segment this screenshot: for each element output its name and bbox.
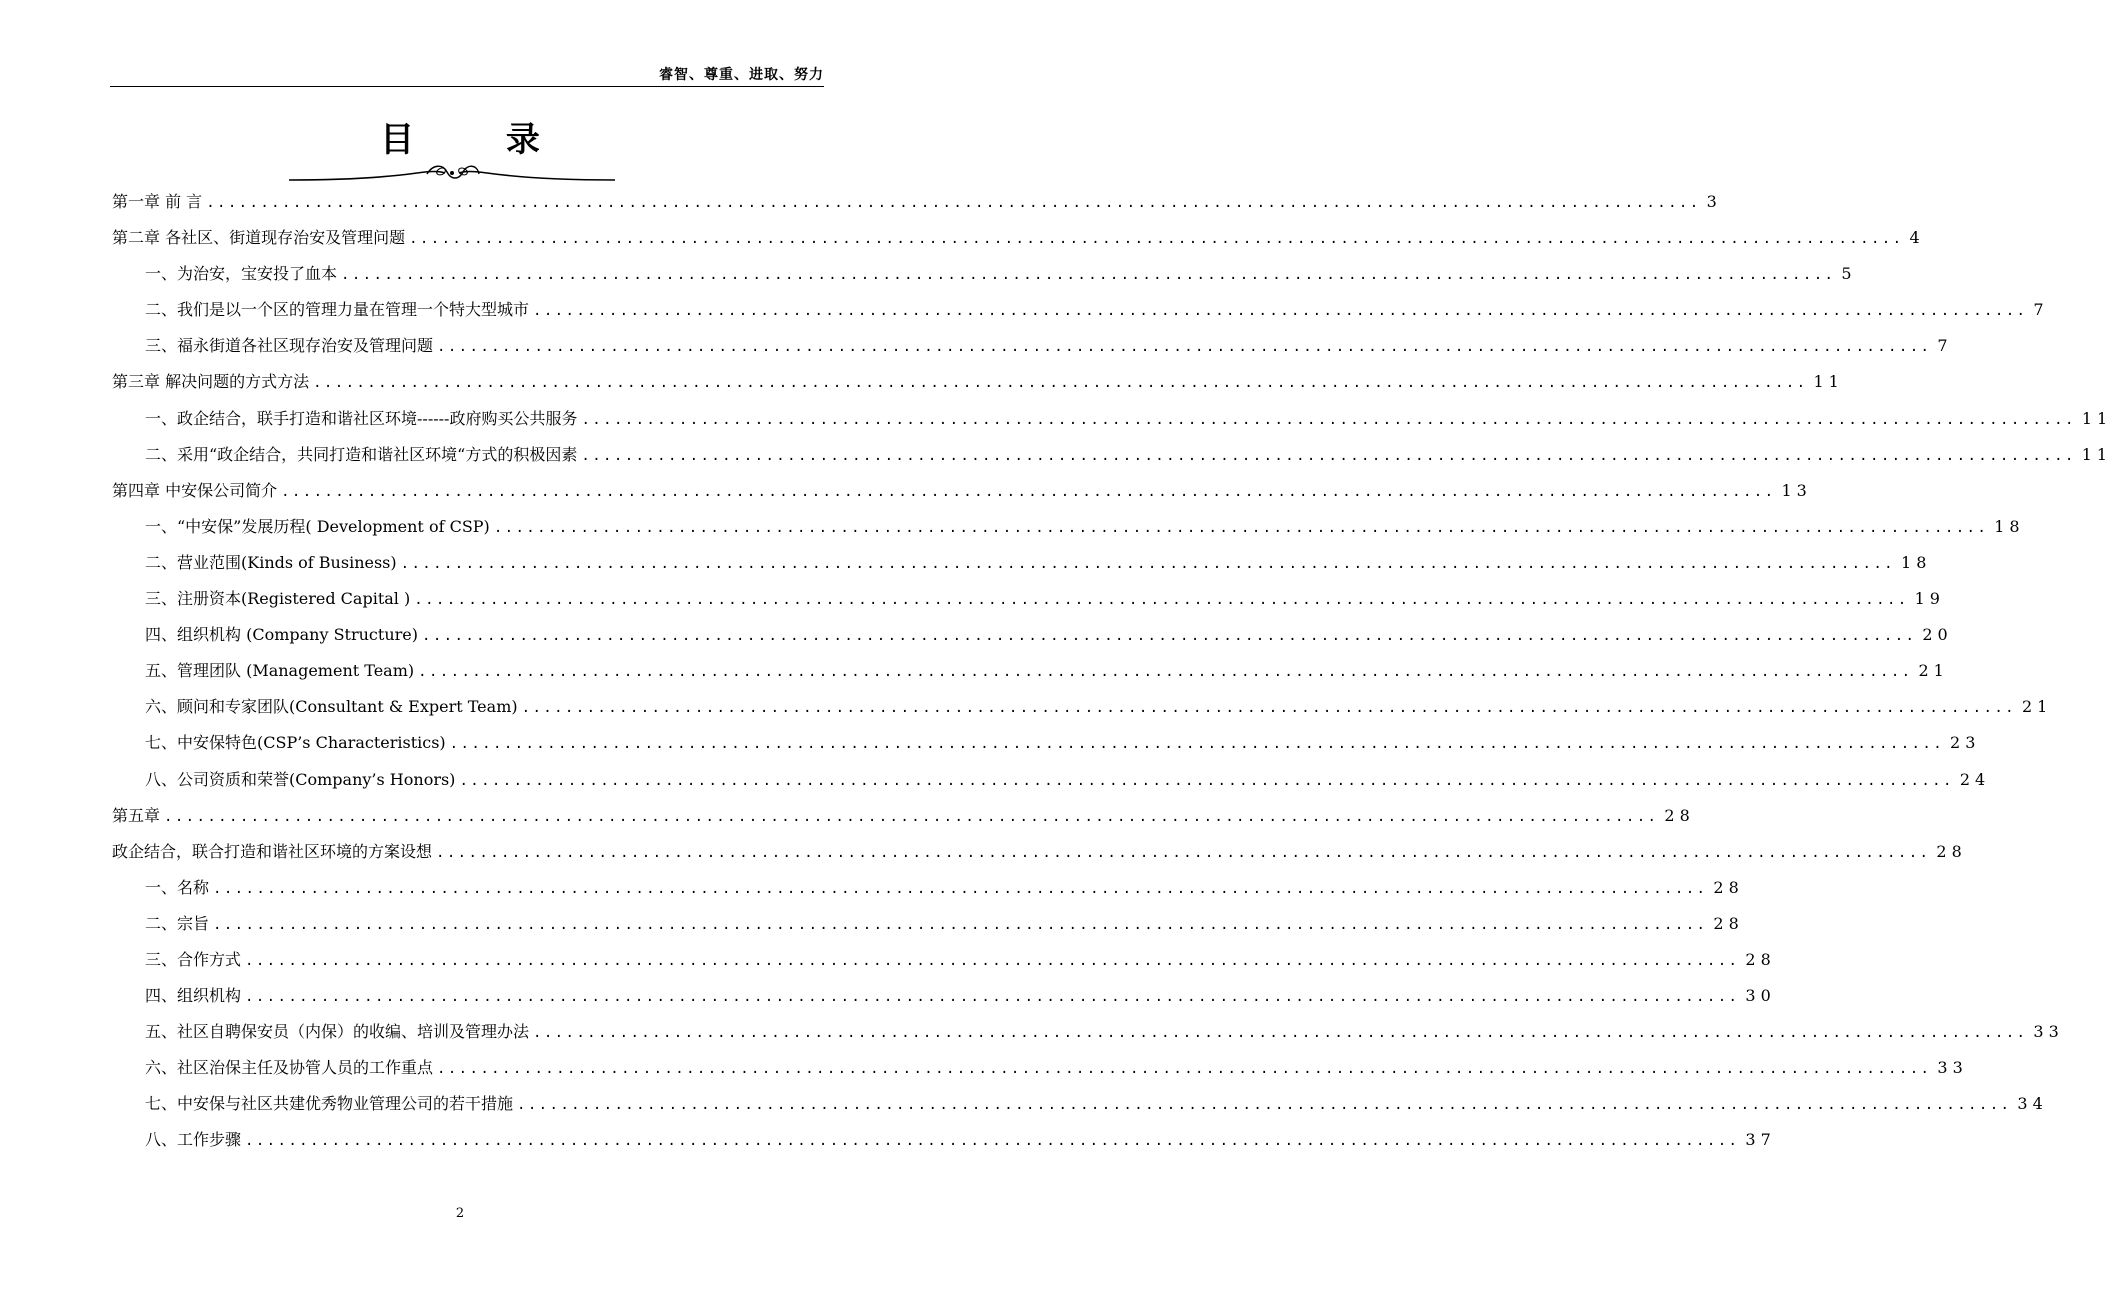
toc-entry-label: 六、社区治保主任及协管人员的工作重点	[145, 1058, 434, 1078]
toc-dot-leader	[450, 731, 1944, 757]
toc-entry[interactable]	[112, 586, 1945, 622]
toc-entry-page: 5	[1841, 264, 1857, 284]
toc-entry[interactable]	[112, 550, 1932, 586]
toc-entry-page: 33	[1937, 1058, 1968, 1078]
toc-dot-leader	[213, 912, 1707, 938]
toc-dot-leader	[533, 298, 2027, 324]
toc-entry-page: 21	[2021, 697, 2053, 717]
toc-entry-page: 30	[1745, 986, 1776, 1006]
toc-entry-label: 七、中安保特色(CSP’s Characteristics)	[145, 733, 446, 753]
toc-entry-page: 7	[1937, 336, 1953, 356]
header-motto: 睿智、尊重、进取、努力	[659, 67, 824, 83]
toc-dot-leader	[517, 1092, 2011, 1118]
toc-entry-page: 34	[2017, 1094, 2048, 1114]
toc-entry-page: 20	[1922, 625, 1953, 645]
toc-entry[interactable]	[112, 803, 1695, 839]
toc-dot-leader	[245, 1128, 1739, 1154]
toc-entry-page: 33	[2033, 1022, 2064, 1042]
toc-entry-page: 11	[1813, 372, 1844, 392]
toc-entry-page: 4	[1909, 228, 1925, 248]
toc-entry[interactable]	[112, 694, 2053, 730]
toc-entry-label: 五、管理团队 (Management Team)	[145, 661, 415, 681]
toc-dot-leader	[522, 695, 2016, 721]
toc-entry-page: 28	[1745, 949, 1776, 969]
toc-entry[interactable]	[112, 1019, 2064, 1055]
title-ornament-icon	[287, 160, 617, 186]
toc-dot-leader	[313, 370, 1807, 396]
toc-entry[interactable]	[112, 911, 1744, 947]
toc-entry-label: 三、注册资本(Registered Capital )	[145, 589, 411, 609]
toc-entry[interactable]	[112, 658, 1949, 694]
toc-entry-label: 一、为治安，宝安投了血本	[145, 264, 338, 284]
toc-dot-leader	[213, 876, 1707, 902]
toc-entry[interactable]	[112, 333, 1953, 369]
toc-entry-label: 一、名称	[145, 877, 210, 897]
toc-entry-label: 三、合作方式	[145, 949, 242, 969]
toc-entry-page: 18	[1994, 516, 2025, 536]
toc-dot-leader	[459, 768, 1953, 794]
toc-entry[interactable]	[112, 622, 1953, 658]
toc-dot-leader	[581, 407, 2075, 433]
toc-entry-label: 第四章 中安保公司简介	[112, 480, 278, 500]
toc-entry[interactable]	[112, 1055, 1968, 1091]
toc-dot-leader	[206, 190, 1700, 216]
toc-entry-label: 二、采用“政企结合，共同打造和谐社区环境“方式的积极因素	[145, 444, 578, 464]
toc-entry-label: 二、我们是以一个区的管理力量在管理一个特大型城市	[145, 300, 530, 320]
toc-entry-page: 28	[1936, 841, 1967, 861]
toc-entry-page: 7	[2033, 300, 2049, 320]
toc-entry-label: 四、组织机构	[145, 986, 242, 1006]
toc-dot-leader	[436, 840, 1930, 866]
toc-entry-page: 28	[1713, 913, 1744, 933]
toc-dot-leader	[414, 587, 1908, 613]
toc-dot-leader	[422, 623, 1916, 649]
toc-entry-page: 21	[1918, 661, 1949, 681]
toc-dot-leader	[164, 804, 1658, 830]
toc-entry-label: 一、政企结合，联手打造和谐社区环境------政府购买公共服务	[145, 408, 578, 428]
toc-dot-leader	[409, 226, 1903, 252]
toc-entry[interactable]	[112, 875, 1744, 911]
toc-entry-label: 五、社区自聘保安员（内保）的收编、培训及管理办法	[145, 1022, 530, 1042]
page-title: 目 录	[380, 120, 580, 160]
toc-entry-label: 第五章	[112, 805, 161, 825]
table-of-contents	[112, 189, 2112, 1164]
toc-entry-page: 23	[1950, 733, 1981, 753]
toc-entry-label: 第二章 各社区、街道现存治安及管理问题	[112, 228, 406, 248]
toc-entry-label: 二、营业范围(Kinds of Business)	[145, 552, 397, 572]
toc-entry-label: 七、中安保与社区共建优秀物业管理公司的若干措施	[145, 1094, 514, 1114]
toc-entry-page: 3	[1706, 192, 1722, 211]
toc-dot-leader	[437, 1056, 1931, 1082]
toc-entry[interactable]	[112, 983, 1776, 1019]
toc-entry-page: 18	[1901, 552, 1932, 572]
toc-dot-leader	[341, 262, 1835, 288]
toc-dot-leader	[581, 443, 2075, 469]
toc-entry[interactable]	[112, 767, 1991, 803]
toc-entry-page: 11	[2081, 444, 2112, 464]
toc-entry-label: 三、福永街道各社区现存治安及管理问题	[145, 336, 434, 356]
toc-entry-label: 二、宗旨	[145, 913, 210, 933]
toc-entry[interactable]	[112, 1127, 1776, 1163]
toc-entry[interactable]	[112, 442, 2112, 478]
toc-entry-label: 第三章 解决问题的方式方法	[112, 372, 310, 392]
toc-entry-label: 六、顾问和专家团队(Consultant & Expert Team)	[145, 697, 518, 717]
toc-entry-label: 第一章 前 言	[112, 192, 203, 211]
toc-entry-page: 37	[1745, 1130, 1776, 1150]
toc-entry-page: 28	[1713, 877, 1744, 897]
toc-entry-page: 19	[1914, 589, 1945, 609]
toc-entry[interactable]	[112, 225, 1925, 261]
toc-entry-page: 11	[2081, 408, 2112, 428]
toc-dot-leader	[418, 659, 1912, 685]
toc-dot-leader	[401, 551, 1895, 577]
toc-entry[interactable]	[112, 406, 2112, 442]
page-number: 2	[455, 1206, 465, 1221]
toc-entry-label: 一、“中安保”发展历程( Development of CSP)	[145, 516, 490, 536]
header-rule	[110, 86, 824, 87]
toc-entry-page: 28	[1664, 805, 1695, 825]
toc-entry[interactable]	[112, 730, 1981, 766]
toc-dot-leader	[245, 948, 1739, 974]
toc-entry-label: 八、工作步骤	[145, 1130, 242, 1150]
toc-entry[interactable]	[112, 514, 2025, 550]
toc-entry-label: 四、组织机构 (Company Structure)	[145, 625, 418, 645]
toc-entry-label: 政企结合，联合打造和谐社区环境的方案设想	[112, 841, 433, 861]
toc-dot-leader	[494, 515, 1988, 541]
toc-entry[interactable]	[112, 839, 1967, 875]
toc-entry-label: 八、公司资质和荣誉(Company’s Honors)	[145, 769, 456, 789]
toc-dot-leader	[281, 479, 1775, 505]
toc-entry[interactable]	[112, 189, 1722, 225]
toc-entry[interactable]	[112, 261, 1857, 297]
toc-dot-leader	[437, 334, 1931, 360]
toc-dot-leader	[533, 1020, 2027, 1046]
toc-entry[interactable]	[112, 297, 2049, 333]
toc-entry[interactable]	[112, 369, 1844, 405]
toc-entry-page: 13	[1781, 480, 1812, 500]
toc-entry-page: 24	[1959, 769, 1991, 789]
toc-entry[interactable]	[112, 478, 1812, 514]
toc-dot-leader	[245, 984, 1739, 1010]
toc-entry[interactable]	[112, 1091, 2048, 1127]
toc-entry[interactable]	[112, 947, 1776, 983]
